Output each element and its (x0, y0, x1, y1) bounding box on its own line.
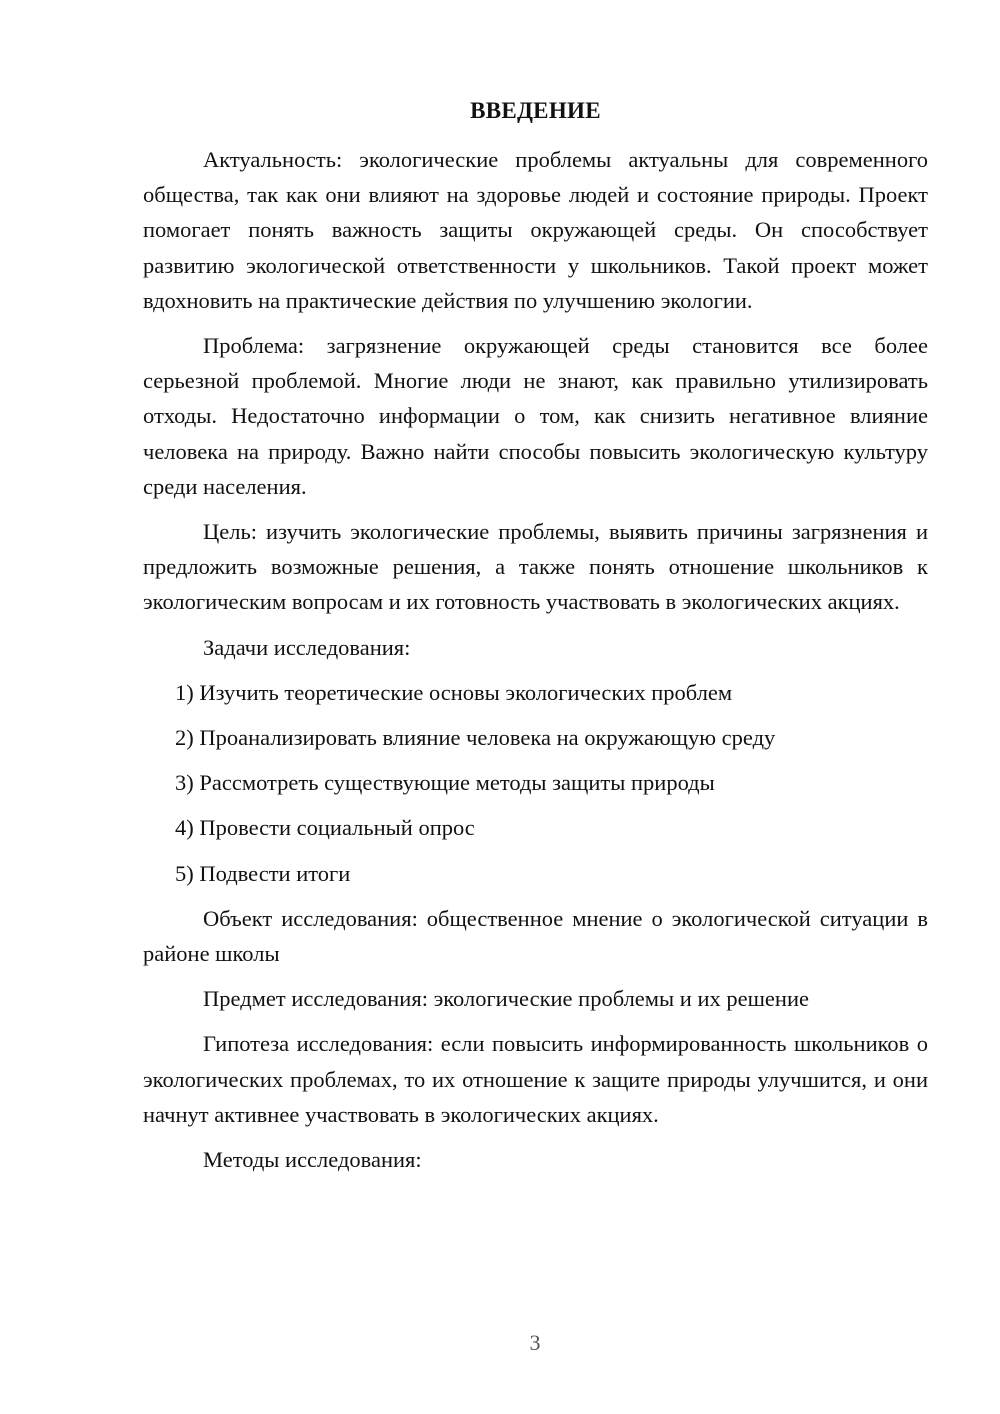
paragraph-problem: Проблема: загрязнение окружающей среды становится все более серьезной проблемой. Многие люди не знают, как правильно утилизировать отходы. Недостаточно информации о том, как снизить негативное влияние человека на природу. Важно найти способы повысить экологическую культуру среди населения. (143, 333, 928, 499)
paragraph-relevance: Актуальность: экологические проблемы актуальны для современного общества, так как они влияют на здоровье людей и состояние природы. Проект помогает понять важность защиты окружающей среды. Он способствует развитию экологической ответственности у школьников. Такой проект может вдохновить на практические действия по улучшению экологии. (143, 147, 928, 313)
task-item-4: 4) Провести социальный опрос (175, 815, 475, 841)
task-item-2: 2) Проанализировать влияние человека на окружающую среду (175, 725, 776, 751)
paragraph-subject: Предмет исследования: экологические проблемы и их решение (203, 986, 809, 1012)
task-item-3: 3) Рассмотреть существующие методы защиты природы (175, 770, 715, 796)
document-body (143, 142, 928, 1187)
paragraph-object: Объект исследования: общественное мнение о экологической ситуации в районе школы (143, 905, 928, 967)
task-item-1: 1) Изучить теоретические основы экологических проблем (175, 679, 733, 705)
tasks-title: Задачи исследования: (203, 634, 411, 660)
methods-title: Методы исследования: (203, 1147, 422, 1173)
task-item-5: 5) Подвести итоги (175, 860, 351, 886)
paragraph-hypothesis: Гипотеза исследования: если повысить информированность школьников о экологических проблемах, то их отношение к защите природы улучшится, и они начнут активнее участвовать в экологических акциях. (143, 1031, 928, 1127)
page-title: ВВЕДЕНИЕ (470, 98, 601, 123)
page-number: 3 (529, 1330, 541, 1355)
paragraph-goal: Цель: изучить экологические проблемы, выявить причины загрязнения и предложить возможные решения, а также понять отношение школьников к экологическим вопросам и их готовность участвовать в экологических акциях. (143, 519, 928, 615)
